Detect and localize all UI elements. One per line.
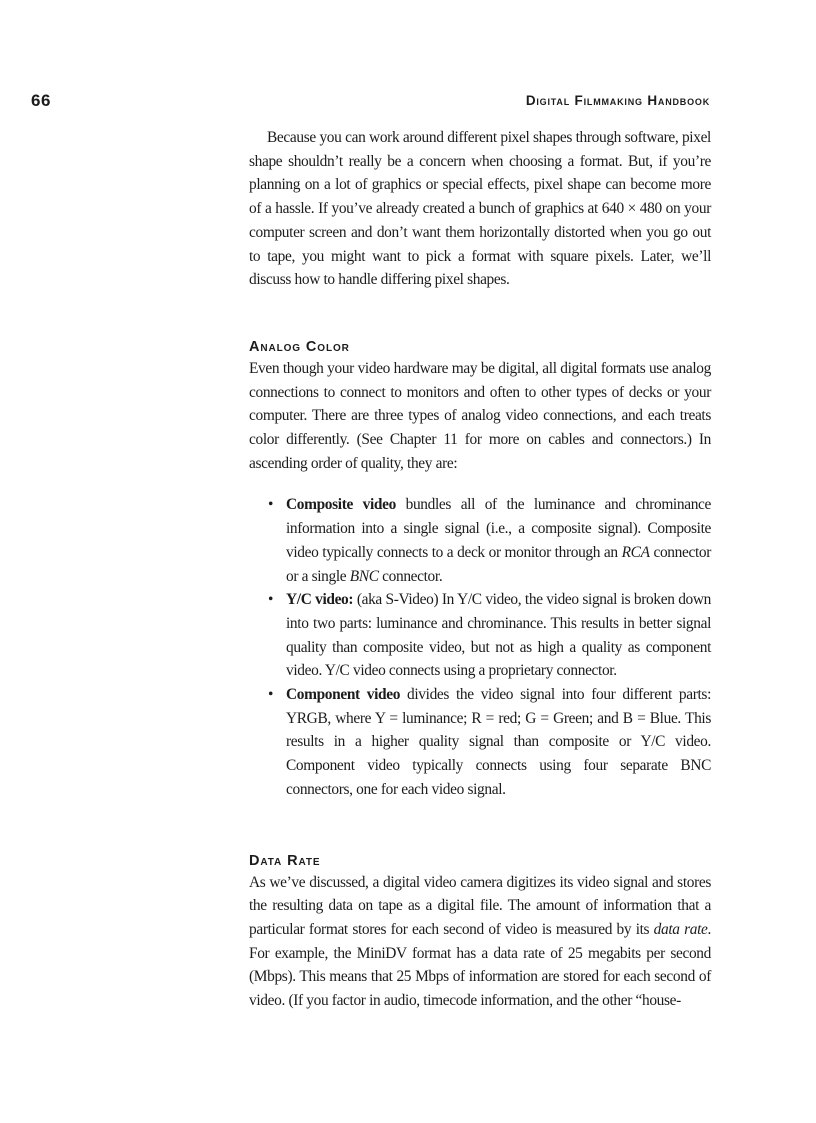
page-number: 66	[31, 91, 51, 110]
data-rate-paragraph	[249, 871, 711, 1013]
component-text: divides the video signal into four different parts: YRGB, where Y = luminance; R = red; G = Green; and B = Blue. This results in a higher quality signal than composite or Y/C video. Component video typically connects using four separate BNC connectors, one for each video signal.	[286, 686, 711, 798]
rca-connector: RCA	[621, 543, 650, 561]
bullet-icon: •	[268, 686, 274, 704]
data-rate-text-1: As we’ve discussed, a digital video camera digitizes its video signal and stores the resulting data on tape as a digital file. The amount of information that a particular format stores for each second of video is measured by its	[249, 873, 711, 938]
running-head: Digital Filmmaking Handbook	[525, 93, 710, 108]
composite-text-3: connector.	[378, 567, 443, 585]
term-yc-video: Y/C video:	[286, 591, 354, 609]
analog-color-paragraph: Even though your video hardware may be digital, all digital formats use analog connections to connect to monitors and often to other types of decks or your computer. There are three types of analog video connections, and each treats color differently. (See Chapter 11 for more on cables and connectors.) In ascending order of quality, they are:	[249, 359, 711, 472]
term-component-video: Component video	[286, 686, 401, 704]
term-composite-video: Composite video	[286, 496, 396, 514]
data-rate-term: data rate	[653, 920, 708, 938]
analog-connection-list	[249, 493, 711, 801]
bullet-icon: •	[268, 496, 274, 514]
body-text	[249, 126, 711, 1013]
bullet-icon: •	[268, 591, 274, 609]
composite-text-2: connector or a single	[286, 543, 712, 585]
section-heading-analog-color: Analog Color	[249, 338, 350, 355]
yc-text: (aka S-Video) In Y/C video, the video signal is broken down into two parts: luminance and chrominance. This results in better signal quality than composite video, but not as high a quality as component video. Y/C video connects using a proprietary connector.	[286, 591, 711, 680]
list-item-yc-video	[268, 588, 711, 683]
list-item-composite-video	[268, 493, 712, 588]
section-heading-data-rate: Data Rate	[249, 852, 321, 869]
intro-paragraph: Because you can work around different pixel shapes through software, pixel shape shouldn’t really be a concern when choosing a format. But, if you’re planning on a lot of graphics or special effects, pixel shape can become more of a hassle. If you’ve already created a bunch of graphics at 640 × 480 on your computer screen and don’t want them horizontally distorted when you go out to tape, you might want to pick a format with square pixels. Later, we’ll discuss how to handle differing pixel shapes.	[249, 129, 711, 289]
composite-text-1: bundles all of the luminance and chrominance information into a single signal (i.e., a composite signal). Composite video typically connects to a deck or monitor through an	[286, 496, 711, 561]
list-item-component-video	[268, 683, 711, 802]
data-rate-text-2: . For example, the MiniDV format has a data rate of 25 megabits per second (Mbps). This means that 25 Mbps of information are stored for each second of video. (If you factor in audio, timecode information, and the other “house-	[249, 920, 711, 1010]
bnc-connector: BNC	[349, 567, 379, 585]
